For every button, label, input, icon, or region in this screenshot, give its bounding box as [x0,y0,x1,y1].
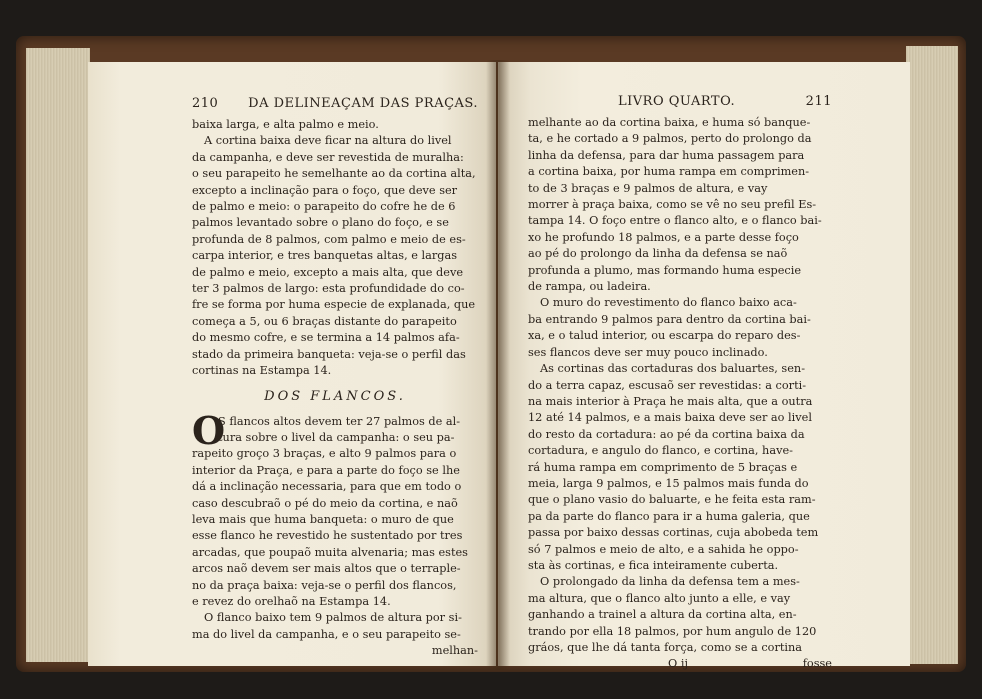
text-line: to de 3 braças e 9 palmos de altura, e vay [528,181,768,195]
text-line: de palmo e meio, excepto a mais alta, que deve [192,265,464,279]
text-line: linha da defensa, para dar huma passagem para [528,148,805,162]
text-line: interior da Praça, e para a parte do foço se lhe [192,463,460,477]
text-line: da campanha, e deve ser revestida de muralha: [192,150,464,164]
text-line: S flancos altos devem ter 27 palmos de al- [218,414,461,428]
text-line: arcos naõ devem ser mais altos que o terraple- [192,562,461,576]
signature-mark: O ij [668,657,688,671]
text-line: esse flanco he revestido he sustentado por tres [192,529,463,543]
section-heading: DOS FLANCOS. [264,388,406,404]
left-running-head [192,96,478,111]
text-line: melhante ao da cortina baixa, e huma só banque- [528,116,811,129]
text-line: meia, larga 9 palmos, e 15 palmos mais funda do [528,476,809,490]
drop-cap: O [192,407,226,453]
text-line: stado da primeira banqueta: veja-se o perfil das [192,347,466,361]
text-line: ganhando a trainel a altura da cortina alta, en- [528,608,797,622]
text-line: morrer à praça baixa, como se vê no seu prefil Es- [528,198,817,212]
text-line: excepto a inclinação para o foço, que deve ser [192,183,458,197]
text-line: profunda de 8 palmos, com palmo e meio de es- [192,232,466,246]
left-text-after-heading [192,407,478,644]
left-running-title: DA DELINEAÇAM DAS PRAÇAS. [248,96,478,111]
text-line: xa, e o talud interior, ou escarpa do reparo des- [528,329,801,343]
text-line: no da praça baixa: veja-se o perfil dos flancos, [192,578,457,592]
text-line: A cortina baixa deve ficar na altura do livel [204,134,452,148]
text-line: ter 3 palmos de largo: esta profundidade do co- [192,282,465,296]
text-line: palmos levantado sobre o plano do foço, e se [192,216,449,230]
text-line: ma altura, que o flanco alto junto a elle, e vay [528,591,791,605]
text-line: xo he profundo 18 palmos, e a parte desse foço [528,230,799,244]
text-line: passa por baixo dessas cortinas, cuja abobeda tem [528,526,819,540]
book-gutter [486,60,510,670]
text-line: trando por ella 18 palmos, por hum angulo de 120 [528,624,817,638]
left-catchword: melhan- [431,644,478,658]
left-page [88,62,496,666]
text-line: O muro do revestimento do flanco baixo aca- [540,296,797,310]
text-line: sta às cortinas, e fica inteiramente cuberta. [528,558,779,572]
text-line: gráos, que lhe dá tanta força, como se a cortina [528,641,803,654]
left-text-before-heading [192,117,478,380]
text-line: começa a 5, ou 6 braças distante do parapeito [192,314,457,328]
text-line: que o plano vasio do baluarte, e he feita esta ram- [528,493,816,507]
right-catchword: fosse [802,657,832,671]
left-footer [192,643,478,659]
left-page-number: 210 [192,96,219,111]
text-line: arcadas, que poupaõ muita alvenaria; mas estes [192,545,468,559]
text-line: O prolongado da linha da defensa tem a mes- [540,575,800,589]
right-running-head [528,94,832,109]
text-line: do a terra capaz, escusaõ ser revestidas: a corti- [528,378,807,392]
text-line: cortinas na Estampa 14. [192,364,332,378]
right-page-edges [906,46,958,664]
text-line: rapeito groço 3 braças, e alto 9 palmos para o [192,447,457,461]
right-page [498,62,910,671]
text-line: tampa 14. O foço entre o flanco alto, e o flanco bai- [528,214,822,228]
text-line: de palmo e meio: o parapeito do cofre he de 6 [192,200,456,214]
text-line: 12 até 14 palmos, e a mais baixa deve ser ao livel [528,411,812,425]
text-line: As cortinas das cortaduras dos baluartes, sen- [540,362,806,376]
text-line: caso descubraõ o pé do meio da cortina, e naõ [192,496,458,510]
right-text [528,115,832,656]
text-line: fre se forma por huma especie de explanada, que [192,298,476,312]
text-line: ao pé do prolongo da linha da defensa se naõ [528,247,788,261]
text-line: o seu parapeito he semelhante ao da cortina alta, [192,167,476,181]
text-line: pa da parte do flanco para ir a huma galeria, que [528,509,810,523]
text-line: ta, e he cortado a 9 palmos, perto do prolongo da [528,132,812,146]
right-running-title: LIVRO QUARTO. [618,94,736,109]
text-line: rá huma rampa em comprimento de 5 braças e [528,460,798,474]
text-line: tura sobre o livel da campanha: o seu pa- [218,430,455,444]
left-page-edges [26,48,90,662]
text-line: dá a inclinação necessaria, para que em todo o [192,480,462,494]
text-line: ba entrando 9 palmos para dentro da cortina bai- [528,312,811,326]
text-line: profunda a plumo, mas formando huma especie [528,263,802,277]
text-line: leva mais que huma banqueta: o muro de que [192,512,454,526]
text-line: O flanco baixo tem 9 palmos de altura por si- [204,611,462,625]
text-line: do mesmo cofre, e se termina a 14 palmos afa- [192,331,460,345]
text-line: carpa interior, e tres banquetas altas, e largas [192,249,458,263]
text-line: ma do livel da campanha, e o seu parapeito se- [192,627,461,641]
right-footer [528,656,832,672]
text-line: só 7 palmos e meio de alto, e a sahida he oppo- [528,542,799,556]
text-line: baixa larga, e alta palmo e meio. [192,118,379,131]
text-line: ses flancos deve ser muy pouco inclinado. [528,345,768,359]
text-line: cortadura, e angulo do flanco, e cortina, have- [528,444,793,458]
text-line: na mais interior à Praça he mais alta, que a outra [528,394,813,408]
text-line: do resto da cortadura: ao pé da cortina baixa da [528,427,805,441]
right-page-number: 211 [805,94,832,109]
text-line: de rampa, ou ladeira. [528,280,651,294]
text-line: e revez do orelhaõ na Estampa 14. [192,594,391,608]
text-line: a cortina baixa, por huma rampa em comprimen- [528,165,810,179]
